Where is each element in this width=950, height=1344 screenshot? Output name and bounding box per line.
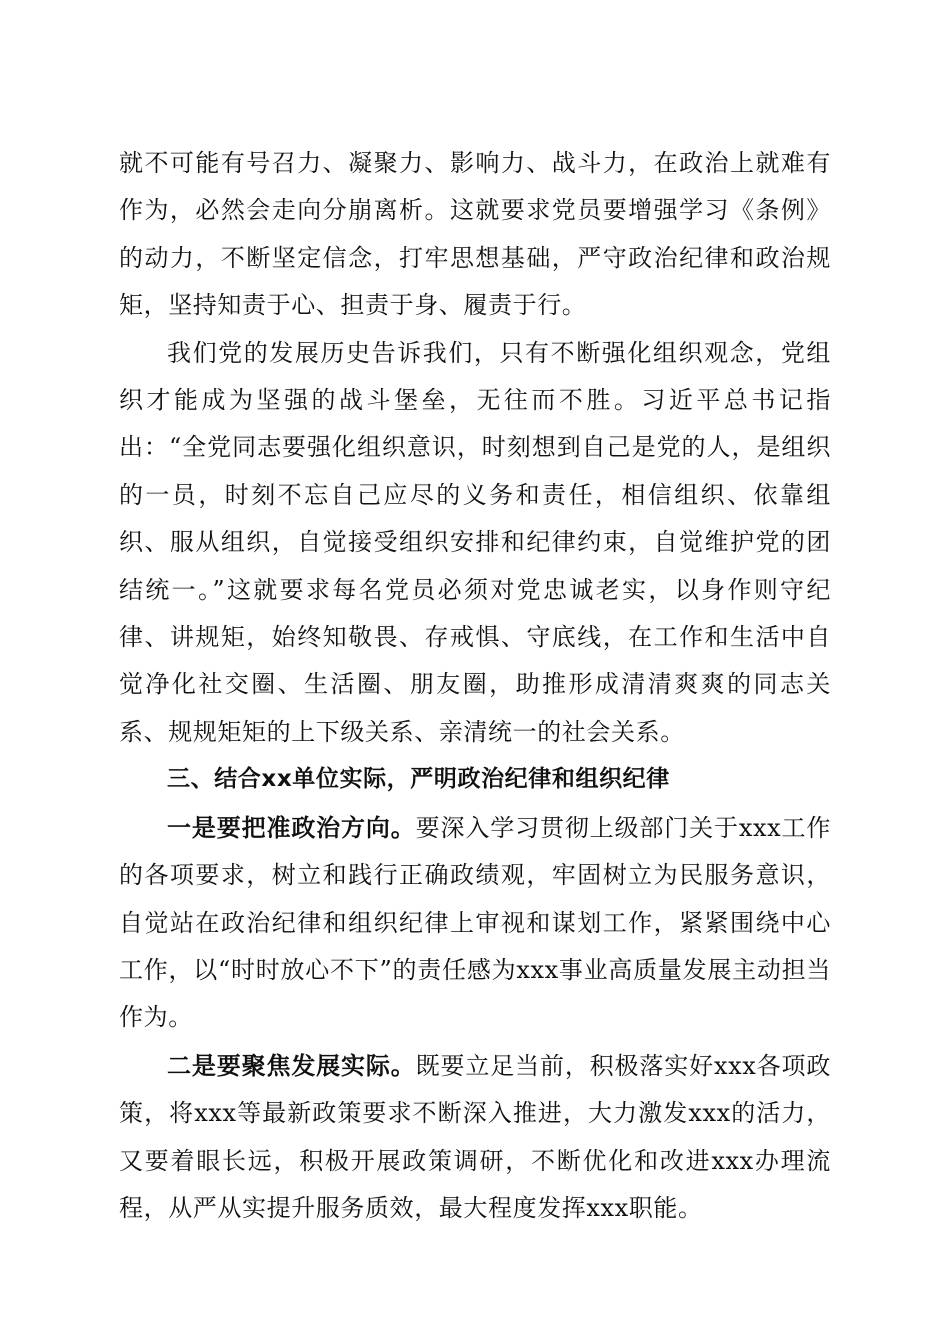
point-lead-2: 二是要聚焦发展实际。 — [167, 1050, 416, 1080]
point-paragraph-2 — [119, 1042, 831, 1233]
paragraph-organization: 我们党的发展历史告诉我们，只有不断强化组织观念，党组织才能成为坚强的战斗堡垒，无往而不胜。习近平总书记指出：“全党同志要强化组织意识，时刻想到自己是党的人，是组织的一员，时刻不忘自己应尽的义务和责任，相信组织、依靠组织、服从组织，自觉接受组织安排和纪律约束，自觉维护党的团结统一。”这就要求每名党员必须对党忠诚老实，以身作则守纪律、讲规矩，始终知敬畏、存戒惧、守底线，在工作和生活中自觉净化社交圈、生活圈、朋友圈，助推形成清清爽爽的同志关系、规规矩矩的上下级关系、亲清统一的社会关系。 — [119, 338, 831, 746]
section-heading: 三、结合xx单位实际，严明政治纪律和组织纪律 — [167, 766, 670, 793]
point-text-1: 要深入学习贯彻上级部门关于xxx工作的各项要求，树立和践行正确政绩观，牢固树立为民服务意识，自觉站在政治纪律和组织纪律上审视和谋划工作，紧紧围绕中心工作，以“时时放心不下”的责任感为xxx事业高质量发展主动担当作为。 — [119, 813, 832, 1032]
point-text-2: 既要立足当前，积极落实好xxx各项政策，将xxx等最新政策要求不断深入推进，大力激发xxx的活力，又要着眼长远，积极开展政策调研，不断优化和改进xxx办理流程，从严从实提升服务质效，最大程度发挥xxx职能。 — [119, 1051, 832, 1222]
paragraph-continuation: 就不可能有号召力、凝聚力、影响力、战斗力，在政治上就难有作为，必然会走向分崩离析。这就要求党员要增强学习《条例》的动力，不断坚定信念，打牢思想基础，严守政治纪律和政治规矩，坚持知责于心、担责于身、履责于行。 — [119, 149, 831, 320]
document-body — [119, 140, 831, 1232]
point-paragraph-1 — [119, 804, 831, 1042]
point-lead-1: 一是要把准政治方向。 — [167, 812, 416, 842]
